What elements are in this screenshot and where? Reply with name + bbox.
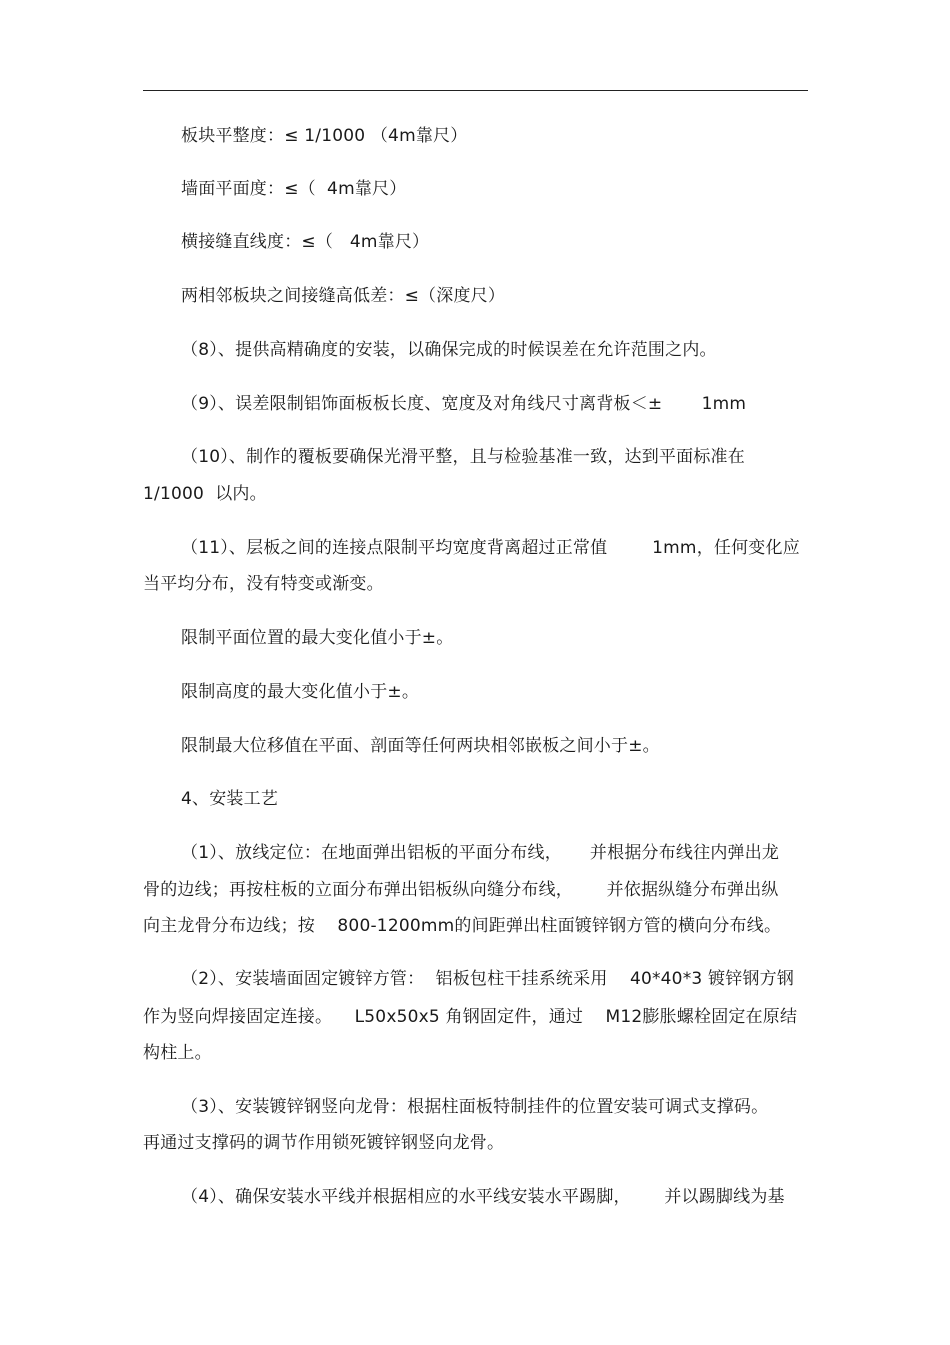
text-line: （4）、确保安装水平线并根据相应的水平线安装水平踢脚， 并以踢脚线为基	[181, 1187, 785, 1207]
section-heading: 4、安装工艺	[181, 789, 279, 809]
text-line: 限制高度的最大变化值小于±。	[181, 682, 420, 702]
text-line: 作为竖向焊接固定连接。 L50x50x5 角钢固定件，通过 M12膨胀螺栓固定在原结	[143, 1007, 798, 1027]
text-line: 限制平面位置的最大变化值小于±。	[181, 628, 454, 648]
text-line: 再通过支撑码的调节作用锁死镀锌钢竖向龙骨。	[143, 1133, 505, 1153]
text-line: （2）、安装墙面固定镀锌方管： 铝板包柱干挂系统采用 40*40*3 镀锌钢方钢	[181, 969, 795, 989]
text-line: （11）、层板之间的连接点限制平均宽度背离超过正常值 1mm，任何变化应	[181, 538, 800, 558]
text-line: 墙面平面度：≤（ 4m靠尺）	[181, 179, 407, 199]
text-line: （9）、误差限制铝饰面板板长度、宽度及对角线尺寸离背板＜± 1mm	[181, 394, 747, 414]
text-line: （8）、提供高精确度的安装，以确保完成的时候误差在允许范围之内。	[181, 340, 717, 360]
text-line: 横接缝直线度：≤（ 4m靠尺）	[181, 232, 430, 252]
text-line: （1）、放线定位：在地面弹出铝板的平面分布线， 并根据分布线往内弹出龙	[181, 843, 780, 863]
text-line: 向主龙骨分布边线；按 800-1200mm的间距弹出柱面镀锌钢方管的横向分布线。	[143, 916, 782, 936]
text-line: 当平均分布，没有特变或渐变。	[143, 574, 384, 594]
text-line: 骨的边线；再按柱板的立面分布弹出铝板纵向缝分布线， 并依据纵缝分布弹出纵	[143, 880, 779, 900]
text-line: 板块平整度：≤ 1/1000 （4m靠尺）	[181, 126, 468, 146]
text-line: 1/1000 以内。	[143, 484, 267, 504]
text-line: （10）、制作的覆板要确保光滑平整，且与检验基准一致，达到平面标准在	[181, 447, 745, 467]
text-line: 两相邻板块之间接缝高低差：≤（深度尺）	[181, 286, 506, 306]
text-line: 限制最大位移值在平面、剖面等任何两块相邻嵌板之间小于±。	[181, 736, 660, 756]
text-line: 构柱上。	[143, 1043, 212, 1063]
header-rule	[143, 90, 808, 91]
text-line: （3）、安装镀锌钢竖向龙骨：根据柱面板特制挂件的位置安装可调式支撑码。	[181, 1097, 769, 1117]
